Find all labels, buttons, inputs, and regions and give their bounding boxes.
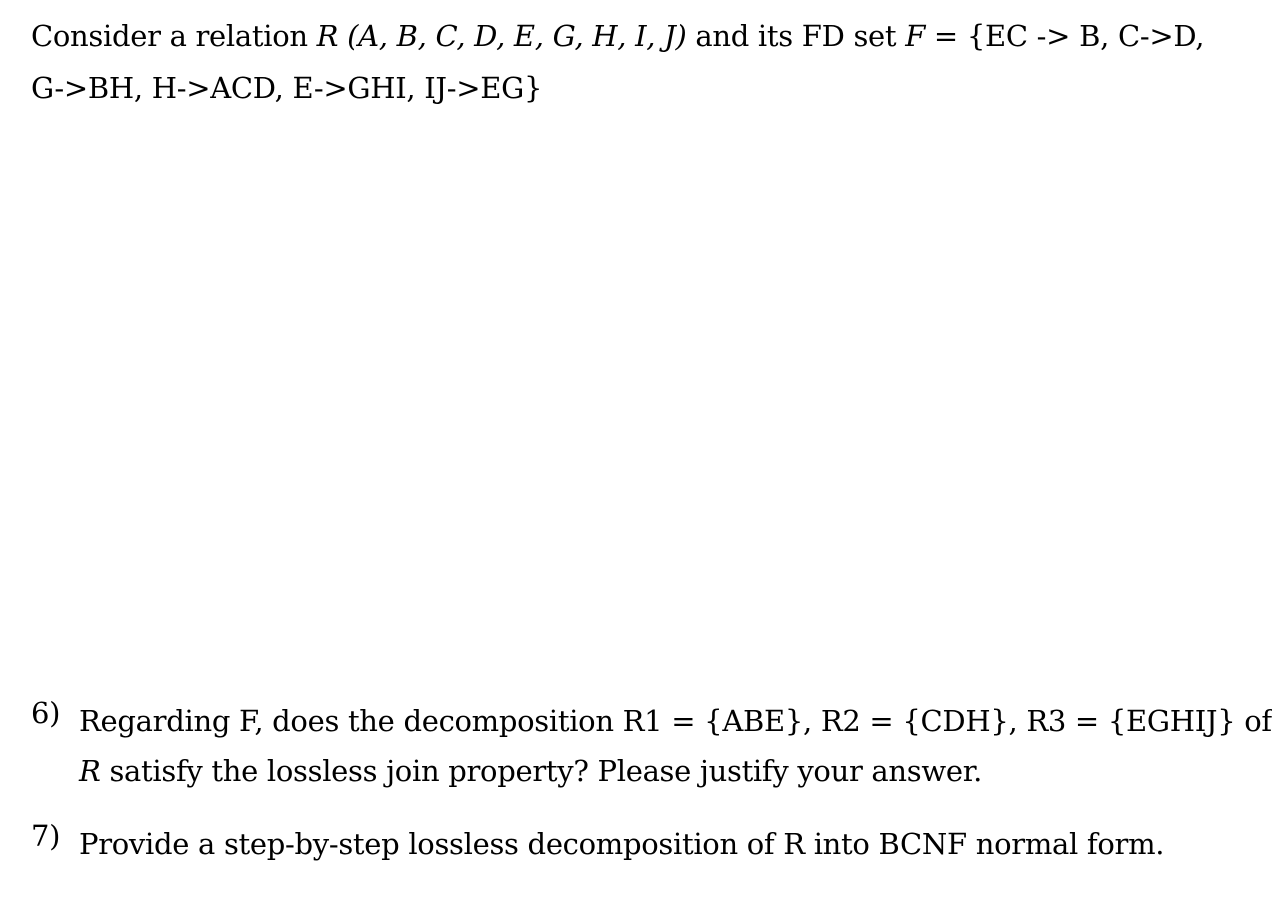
question-number: 6)	[31, 696, 61, 730]
relation-symbol: R	[316, 19, 339, 53]
question-7-line-1: Provide a step-by-step lossless decomposition of R into BCNF normal form.	[79, 827, 1165, 861]
problem-statement-line-1	[31, 10, 1205, 62]
problem-statement-line-2	[31, 62, 1141, 114]
question-6-line-1: Regarding F, does the decomposition R1 = {ABE}, R2 = {CDH}, R3 = {EGHIJ} of	[79, 704, 1272, 738]
fd-intro-text: and its FD set	[686, 19, 906, 53]
problem-statement	[31, 10, 1205, 114]
relation-symbol: R	[79, 754, 101, 788]
intro-text: Consider a relation	[31, 19, 317, 53]
question-list	[31, 696, 1272, 869]
relation-attributes: (A, B, C, D, E, G, H, I, J)	[347, 19, 687, 53]
fd-equals: =	[925, 19, 967, 53]
question-6	[31, 696, 1272, 796]
question-6-line-2	[79, 746, 1141, 796]
fd-set-part-2: G->BH, H->ACD, E->GHI, IJ->EG}	[31, 71, 543, 105]
fd-set-part-1: {EC -> B, C->D,	[966, 19, 1205, 53]
fd-set-symbol: F	[905, 19, 926, 53]
question-6-line-2-text: satisfy the lossless join property? Please justify your answer.	[100, 754, 983, 788]
question-7	[31, 819, 1165, 869]
question-number: 7)	[31, 819, 61, 853]
